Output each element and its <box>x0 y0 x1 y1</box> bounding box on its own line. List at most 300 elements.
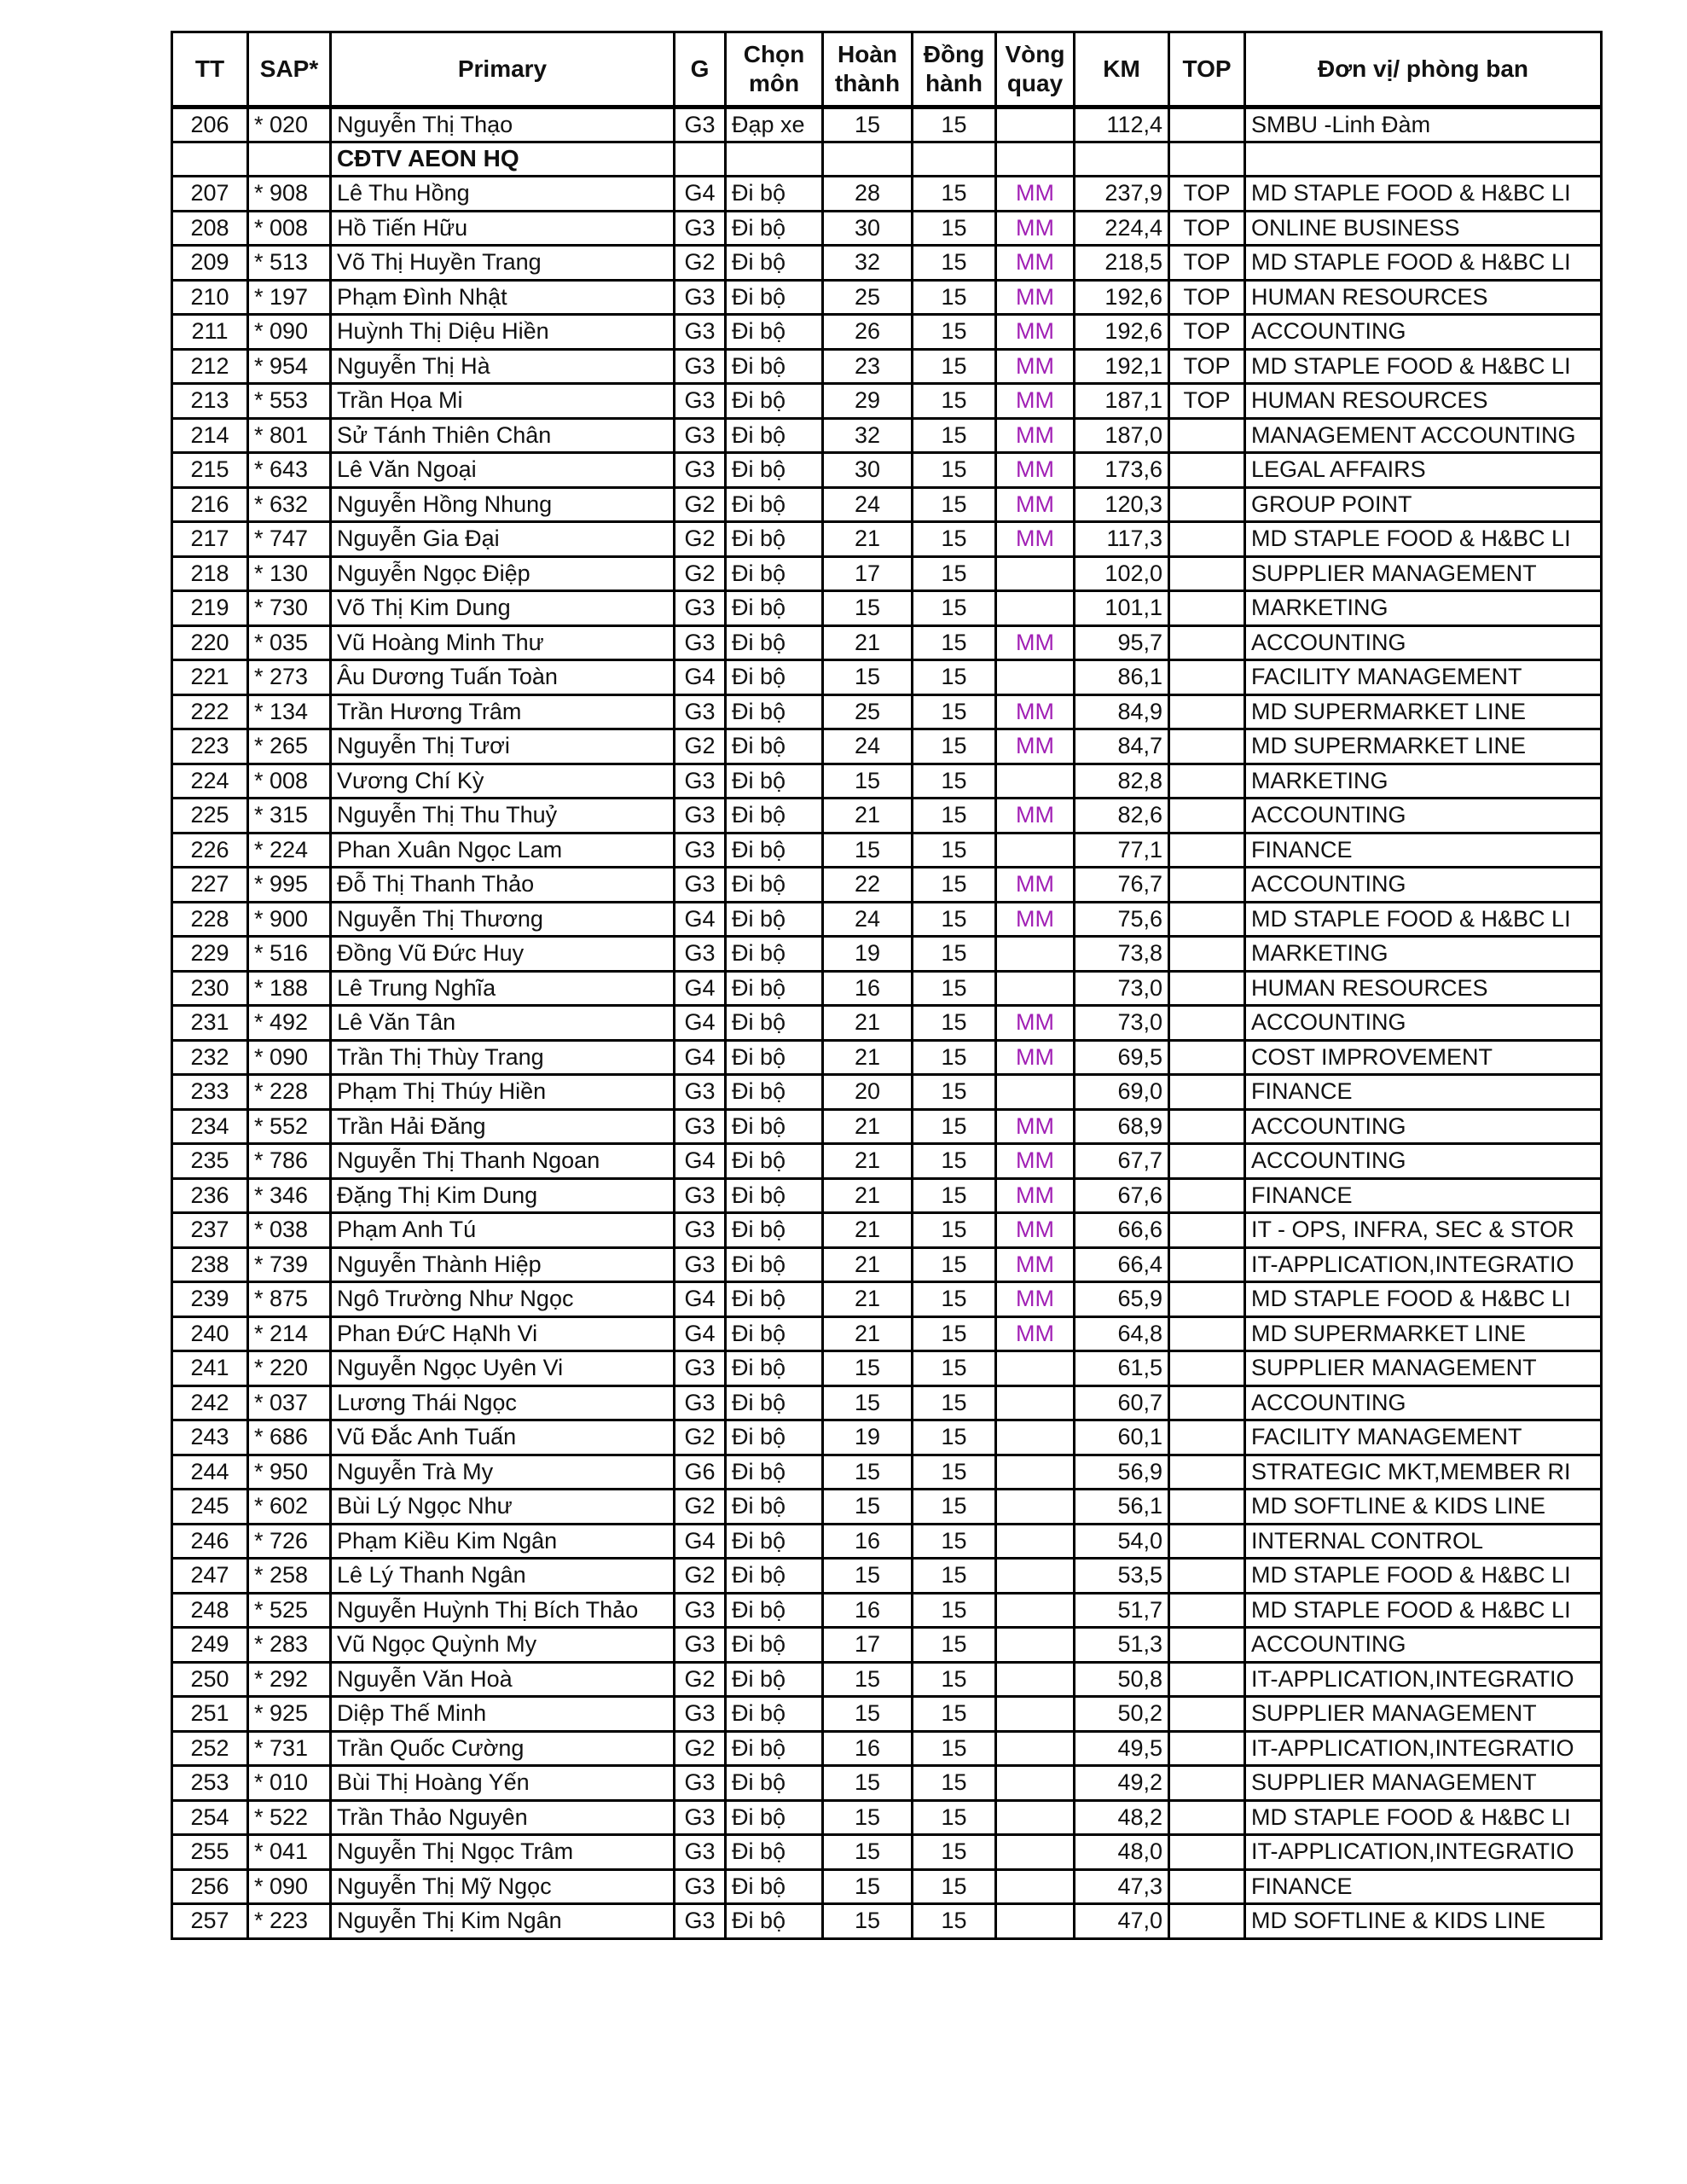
cell-vong <box>996 1662 1075 1697</box>
cell-vong: MM <box>996 729 1075 764</box>
cell-sap: * 008 <box>248 764 331 799</box>
cell-sap: * 513 <box>248 246 331 281</box>
table-row <box>172 349 1602 384</box>
cell-hoan: 24 <box>823 729 913 764</box>
cell-hoan: 30 <box>823 453 913 488</box>
cell-primary: Lê Văn Tân <box>331 1006 675 1041</box>
cell-tt: 217 <box>172 522 248 557</box>
cell-top <box>1169 1075 1245 1110</box>
cell-top <box>1169 556 1245 591</box>
cell-primary: Võ Thị Huyền Trang <box>331 246 675 281</box>
cell-vong: MM <box>996 1178 1075 1213</box>
cell-primary: Nguyễn Thị Kim Ngân <box>331 1904 675 1939</box>
cell-primary: Nguyễn Văn Hoà <box>331 1662 675 1697</box>
cell-vong: MM <box>996 625 1075 660</box>
cell-g: G4 <box>675 971 726 1006</box>
cell-tt: 222 <box>172 694 248 729</box>
cell-vong <box>996 1800 1075 1835</box>
cell-sap: * 283 <box>248 1628 331 1663</box>
cell-dv: MD SOFTLINE & KIDS LINE <box>1245 1490 1602 1525</box>
cell-dong: 15 <box>913 418 996 453</box>
cell-g: G3 <box>675 1835 726 1870</box>
cell-primary: Nguyễn Thị Tươi <box>331 729 675 764</box>
cell-sap: * 925 <box>248 1697 331 1732</box>
cell-g: G3 <box>675 1109 726 1144</box>
cell-mon: Đi bộ <box>726 1178 823 1213</box>
cell-g: G3 <box>675 1247 726 1282</box>
cell-dong: 15 <box>913 1247 996 1282</box>
cell-primary: Đồng Vũ Đức Huy <box>331 937 675 972</box>
cell-g: G4 <box>675 177 726 212</box>
cell-top <box>1169 1904 1245 1939</box>
cell-top <box>1169 418 1245 453</box>
cell-top <box>1169 1316 1245 1351</box>
cell-hoan: 15 <box>823 764 913 799</box>
cell-tt: 227 <box>172 868 248 903</box>
cell-hoan: 15 <box>823 1835 913 1870</box>
cell-top <box>1169 1835 1245 1870</box>
cell-top <box>1169 1628 1245 1663</box>
cell-vong: MM <box>996 418 1075 453</box>
cell-g: G2 <box>675 1662 726 1697</box>
cell-mon: Đi bộ <box>726 1144 823 1179</box>
cell-sap: * 035 <box>248 625 331 660</box>
cell-km: 73,0 <box>1075 1006 1169 1041</box>
cell-tt: 234 <box>172 1109 248 1144</box>
cell-vong: MM <box>996 1040 1075 1075</box>
cell-sap: * 950 <box>248 1455 331 1490</box>
cell-mon: Đi bộ <box>726 729 823 764</box>
cell-vong: MM <box>996 1247 1075 1282</box>
cell-top <box>1169 1559 1245 1594</box>
cell-g: G3 <box>675 384 726 419</box>
cell-dong: 15 <box>913 1628 996 1663</box>
cell-primary: Đặng Thị Kim Dung <box>331 1178 675 1213</box>
cell-dong: 15 <box>913 1420 996 1455</box>
table-row <box>172 1455 1602 1490</box>
col-header-dong-hanh: Đồng hành <box>913 32 996 107</box>
cell-hoan: 21 <box>823 1006 913 1041</box>
cell-vong: MM <box>996 694 1075 729</box>
cell-dv <box>1245 142 1602 177</box>
cell-dong: 15 <box>913 315 996 350</box>
cell-tt: 207 <box>172 177 248 212</box>
cell-primary: Vũ Đắc Anh Tuấn <box>331 1420 675 1455</box>
table-row <box>172 177 1602 212</box>
cell-primary: CĐTV AEON HQ <box>331 142 675 177</box>
cell-hoan: 15 <box>823 1869 913 1904</box>
cell-top <box>1169 1455 1245 1490</box>
cell-primary: Vương Chí Kỳ <box>331 764 675 799</box>
cell-dong: 15 <box>913 1351 996 1386</box>
cell-primary: Võ Thị Kim Dung <box>331 591 675 626</box>
table-row <box>172 1420 1602 1455</box>
table-row <box>172 246 1602 281</box>
cell-hoan <box>823 142 913 177</box>
cell-vong <box>996 1593 1075 1628</box>
cell-km: 50,2 <box>1075 1697 1169 1732</box>
cell-dong: 15 <box>913 1593 996 1628</box>
cell-vong <box>996 937 1075 972</box>
cell-g: G3 <box>675 1697 726 1732</box>
cell-hoan: 25 <box>823 280 913 315</box>
cell-sap: * 525 <box>248 1593 331 1628</box>
cell-vong: MM <box>996 453 1075 488</box>
cell-g: G3 <box>675 1075 726 1110</box>
cell-km: 53,5 <box>1075 1559 1169 1594</box>
cell-primary: Nguyễn Thị Thu Thuỷ <box>331 799 675 834</box>
cell-hoan: 24 <box>823 487 913 522</box>
cell-primary: Đỗ Thị Thanh Thảo <box>331 868 675 903</box>
cell-km: 56,9 <box>1075 1455 1169 1490</box>
cell-tt: 211 <box>172 315 248 350</box>
cell-sap: * 292 <box>248 1662 331 1697</box>
cell-tt: 247 <box>172 1559 248 1594</box>
cell-primary: Lê Lý Thanh Ngân <box>331 1559 675 1594</box>
cell-hoan: 17 <box>823 1628 913 1663</box>
cell-mon: Đi bộ <box>726 1904 823 1939</box>
cell-primary: Nguyễn Ngọc Điệp <box>331 556 675 591</box>
cell-g: G3 <box>675 764 726 799</box>
cell-km: 73,0 <box>1075 971 1169 1006</box>
cell-tt: 235 <box>172 1144 248 1179</box>
cell-g: G4 <box>675 1524 726 1559</box>
cell-top <box>1169 522 1245 557</box>
cell-g: G3 <box>675 1904 726 1939</box>
cell-hoan: 29 <box>823 384 913 419</box>
table-row <box>172 384 1602 419</box>
table-row <box>172 1351 1602 1386</box>
cell-km: 101,1 <box>1075 591 1169 626</box>
cell-sap: * 726 <box>248 1524 331 1559</box>
cell-dong: 15 <box>913 1213 996 1248</box>
cell-tt: 242 <box>172 1385 248 1420</box>
cell-g: G3 <box>675 799 726 834</box>
table-row <box>172 1524 1602 1559</box>
cell-tt: 221 <box>172 660 248 695</box>
cell-vong <box>996 1455 1075 1490</box>
cell-tt: 214 <box>172 418 248 453</box>
table-row <box>172 625 1602 660</box>
cell-g: G3 <box>675 1351 726 1386</box>
cell-km: 84,9 <box>1075 694 1169 729</box>
table-row <box>172 1662 1602 1697</box>
cell-dv: MD SUPERMARKET LINE <box>1245 694 1602 729</box>
cell-g <box>675 142 726 177</box>
cell-dv: MD STAPLE FOOD & H&BC LI <box>1245 246 1602 281</box>
cell-dong: 15 <box>913 1040 996 1075</box>
table-row <box>172 1490 1602 1525</box>
cell-primary: Phan ĐứC HạNh Vi <box>331 1316 675 1351</box>
cell-hoan: 19 <box>823 937 913 972</box>
cell-mon: Đi bộ <box>726 1490 823 1525</box>
cell-g: G3 <box>675 107 726 142</box>
table-row <box>172 1731 1602 1766</box>
cell-dong: 15 <box>913 660 996 695</box>
cell-dv: MD STAPLE FOOD & H&BC LI <box>1245 349 1602 384</box>
table-row <box>172 1247 1602 1282</box>
table-row <box>172 1559 1602 1594</box>
cell-top <box>1169 1213 1245 1248</box>
table-row <box>172 453 1602 488</box>
cell-g: G3 <box>675 591 726 626</box>
table-row <box>172 1316 1602 1351</box>
cell-mon: Đi bộ <box>726 1247 823 1282</box>
cell-mon: Đi bộ <box>726 418 823 453</box>
cell-dong: 15 <box>913 522 996 557</box>
cell-km: 102,0 <box>1075 556 1169 591</box>
cell-g: G3 <box>675 280 726 315</box>
cell-dv: SUPPLIER MANAGEMENT <box>1245 1351 1602 1386</box>
cell-km: 66,6 <box>1075 1213 1169 1248</box>
cell-g: G3 <box>675 1385 726 1420</box>
table-row <box>172 591 1602 626</box>
cell-km: 187,1 <box>1075 384 1169 419</box>
cell-top: TOP <box>1169 211 1245 246</box>
cell-top <box>1169 1385 1245 1420</box>
cell-tt: 246 <box>172 1524 248 1559</box>
cell-hoan: 21 <box>823 625 913 660</box>
cell-mon: Đi bộ <box>726 1351 823 1386</box>
table-row <box>172 1178 1602 1213</box>
cell-dong: 15 <box>913 107 996 142</box>
cell-top: TOP <box>1169 246 1245 281</box>
table-row <box>172 211 1602 246</box>
cell-sap: * 090 <box>248 1869 331 1904</box>
cell-g: G4 <box>675 1006 726 1041</box>
cell-tt: 229 <box>172 937 248 972</box>
cell-mon: Đi bộ <box>726 1420 823 1455</box>
cell-sap: * 730 <box>248 591 331 626</box>
cell-dong: 15 <box>913 1697 996 1732</box>
cell-km: 56,1 <box>1075 1490 1169 1525</box>
cell-sap: * 090 <box>248 315 331 350</box>
cell-tt: 228 <box>172 902 248 937</box>
cell-hoan: 15 <box>823 107 913 142</box>
cell-top <box>1169 1662 1245 1697</box>
cell-hoan: 23 <box>823 349 913 384</box>
cell-dong: 15 <box>913 487 996 522</box>
cell-top <box>1169 1766 1245 1801</box>
cell-tt <box>172 142 248 177</box>
cell-vong: MM <box>996 868 1075 903</box>
cell-mon: Đi bộ <box>726 487 823 522</box>
cell-dong: 15 <box>913 971 996 1006</box>
table-row <box>172 1282 1602 1317</box>
col-header-tt: TT <box>172 32 248 107</box>
cell-km <box>1075 142 1169 177</box>
cell-dv: FACILITY MANAGEMENT <box>1245 1420 1602 1455</box>
cell-mon: Đi bộ <box>726 833 823 868</box>
cell-g: G4 <box>675 1040 726 1075</box>
cell-hoan: 15 <box>823 1490 913 1525</box>
cell-km: 95,7 <box>1075 625 1169 660</box>
cell-vong <box>996 1351 1075 1386</box>
cell-tt: 251 <box>172 1697 248 1732</box>
cell-dv: IT-APPLICATION,INTEGRATIO <box>1245 1731 1602 1766</box>
cell-tt: 255 <box>172 1835 248 1870</box>
cell-dv: ACCOUNTING <box>1245 1628 1602 1663</box>
cell-top: TOP <box>1169 177 1245 212</box>
cell-dong: 15 <box>913 1109 996 1144</box>
table-row <box>172 556 1602 591</box>
cell-primary: Phạm Kiều Kim Ngân <box>331 1524 675 1559</box>
cell-tt: 231 <box>172 1006 248 1041</box>
cell-primary: Âu Dương Tuấn Toàn <box>331 660 675 695</box>
cell-sap: * 134 <box>248 694 331 729</box>
cell-primary: Trần Thị Thùy Trang <box>331 1040 675 1075</box>
cell-dong: 15 <box>913 384 996 419</box>
cell-vong: MM <box>996 384 1075 419</box>
cell-vong <box>996 1731 1075 1766</box>
cell-vong <box>996 1766 1075 1801</box>
cell-tt: 232 <box>172 1040 248 1075</box>
cell-mon: Đi bộ <box>726 937 823 972</box>
cell-g: G6 <box>675 1455 726 1490</box>
cell-primary: Phạm Đình Nhật <box>331 280 675 315</box>
cell-mon: Đi bộ <box>726 799 823 834</box>
table-row <box>172 522 1602 557</box>
cell-primary: Trần Quốc Cường <box>331 1731 675 1766</box>
cell-dv: INTERNAL CONTROL <box>1245 1524 1602 1559</box>
cell-g: G3 <box>675 211 726 246</box>
cell-km: 51,3 <box>1075 1628 1169 1663</box>
cell-km: 218,5 <box>1075 246 1169 281</box>
cell-dong: 15 <box>913 1316 996 1351</box>
table-row <box>172 799 1602 834</box>
cell-dv: SUPPLIER MANAGEMENT <box>1245 1766 1602 1801</box>
cell-mon: Đi bộ <box>726 1835 823 1870</box>
cell-vong <box>996 591 1075 626</box>
cell-mon: Đi bộ <box>726 1213 823 1248</box>
cell-dv: MD STAPLE FOOD & H&BC LI <box>1245 1593 1602 1628</box>
cell-sap: * 786 <box>248 1144 331 1179</box>
cell-mon: Đi bộ <box>726 694 823 729</box>
cell-primary: Trần Thảo Nguyên <box>331 1800 675 1835</box>
cell-tt: 225 <box>172 799 248 834</box>
cell-vong: MM <box>996 1144 1075 1179</box>
cell-dong: 15 <box>913 1835 996 1870</box>
cell-vong: MM <box>996 246 1075 281</box>
cell-primary: Nguyễn Trà My <box>331 1455 675 1490</box>
cell-dv: ACCOUNTING <box>1245 868 1602 903</box>
cell-g: G2 <box>675 522 726 557</box>
cell-mon: Đi bộ <box>726 280 823 315</box>
cell-km: 68,9 <box>1075 1109 1169 1144</box>
table-row <box>172 280 1602 315</box>
cell-dong: 15 <box>913 868 996 903</box>
cell-km: 82,8 <box>1075 764 1169 799</box>
cell-primary: Nguyễn Huỳnh Thị Bích Thảo <box>331 1593 675 1628</box>
cell-dv: HUMAN RESOURCES <box>1245 384 1602 419</box>
cell-dv: ACCOUNTING <box>1245 799 1602 834</box>
cell-mon: Đi bộ <box>726 1282 823 1317</box>
cell-dong: 15 <box>913 1075 996 1110</box>
cell-sap: * 265 <box>248 729 331 764</box>
table-row <box>172 937 1602 972</box>
cell-dv: ACCOUNTING <box>1245 315 1602 350</box>
cell-sap: * 037 <box>248 1385 331 1420</box>
cell-g: G3 <box>675 1213 726 1248</box>
cell-mon: Đi bộ <box>726 1040 823 1075</box>
cell-mon: Đi bộ <box>726 1006 823 1041</box>
cell-tt: 224 <box>172 764 248 799</box>
cell-mon: Đi bộ <box>726 1559 823 1594</box>
cell-sap: * 747 <box>248 522 331 557</box>
cell-km: 76,7 <box>1075 868 1169 903</box>
cell-mon: Đi bộ <box>726 1800 823 1835</box>
cell-tt: 212 <box>172 349 248 384</box>
cell-dong: 15 <box>913 1800 996 1835</box>
cell-g: G2 <box>675 1731 726 1766</box>
cell-hoan: 15 <box>823 1697 913 1732</box>
cell-hoan: 24 <box>823 902 913 937</box>
cell-g: G3 <box>675 1869 726 1904</box>
cell-km: 69,0 <box>1075 1075 1169 1110</box>
cell-sap: * 954 <box>248 349 331 384</box>
cell-primary: Nguyễn Thị Hà <box>331 349 675 384</box>
cell-km: 48,0 <box>1075 1835 1169 1870</box>
cell-mon: Đi bộ <box>726 1628 823 1663</box>
cell-km: 51,7 <box>1075 1593 1169 1628</box>
cell-vong <box>996 1559 1075 1594</box>
cell-mon: Đi bộ <box>726 177 823 212</box>
cell-dv: ACCOUNTING <box>1245 1144 1602 1179</box>
cell-km: 49,2 <box>1075 1766 1169 1801</box>
cell-mon: Đi bộ <box>726 1075 823 1110</box>
cell-g: G3 <box>675 694 726 729</box>
cell-top <box>1169 902 1245 937</box>
cell-mon: Đi bộ <box>726 246 823 281</box>
cell-tt: 256 <box>172 1869 248 1904</box>
cell-dv: MD SOFTLINE & KIDS LINE <box>1245 1904 1602 1939</box>
cell-tt: 245 <box>172 1490 248 1525</box>
col-header-chon-mon: Chọn môn <box>726 32 823 107</box>
cell-primary: Diệp Thế Minh <box>331 1697 675 1732</box>
cell-vong: MM <box>996 211 1075 246</box>
cell-hoan: 15 <box>823 1559 913 1594</box>
cell-mon: Đi bộ <box>726 1662 823 1697</box>
cell-tt: 208 <box>172 211 248 246</box>
cell-sap: * 197 <box>248 280 331 315</box>
cell-vong <box>996 764 1075 799</box>
cell-hoan: 15 <box>823 591 913 626</box>
cell-primary: Vũ Hoàng Minh Thư <box>331 625 675 660</box>
cell-mon: Đi bộ <box>726 1385 823 1420</box>
cell-tt: 253 <box>172 1766 248 1801</box>
cell-km: 173,6 <box>1075 453 1169 488</box>
cell-dong: 15 <box>913 1282 996 1317</box>
cell-hoan: 21 <box>823 1178 913 1213</box>
cell-primary: Nguyễn Gia Đại <box>331 522 675 557</box>
cell-dv: IT - OPS, INFRA, SEC & STOR <box>1245 1213 1602 1248</box>
cell-dong: 15 <box>913 1904 996 1939</box>
cell-sap: * 522 <box>248 1800 331 1835</box>
table-row <box>172 660 1602 695</box>
cell-dong: 15 <box>913 937 996 972</box>
cell-dv: FINANCE <box>1245 1075 1602 1110</box>
cell-dv: MARKETING <box>1245 937 1602 972</box>
cell-sap: * 739 <box>248 1247 331 1282</box>
cell-km: 67,7 <box>1075 1144 1169 1179</box>
cell-g: G4 <box>675 1282 726 1317</box>
header-row <box>172 32 1602 107</box>
cell-hoan: 30 <box>823 211 913 246</box>
cell-hoan: 21 <box>823 1282 913 1317</box>
cell-g: G3 <box>675 1178 726 1213</box>
cell-mon: Đi bộ <box>726 1455 823 1490</box>
cell-mon: Đi bộ <box>726 349 823 384</box>
